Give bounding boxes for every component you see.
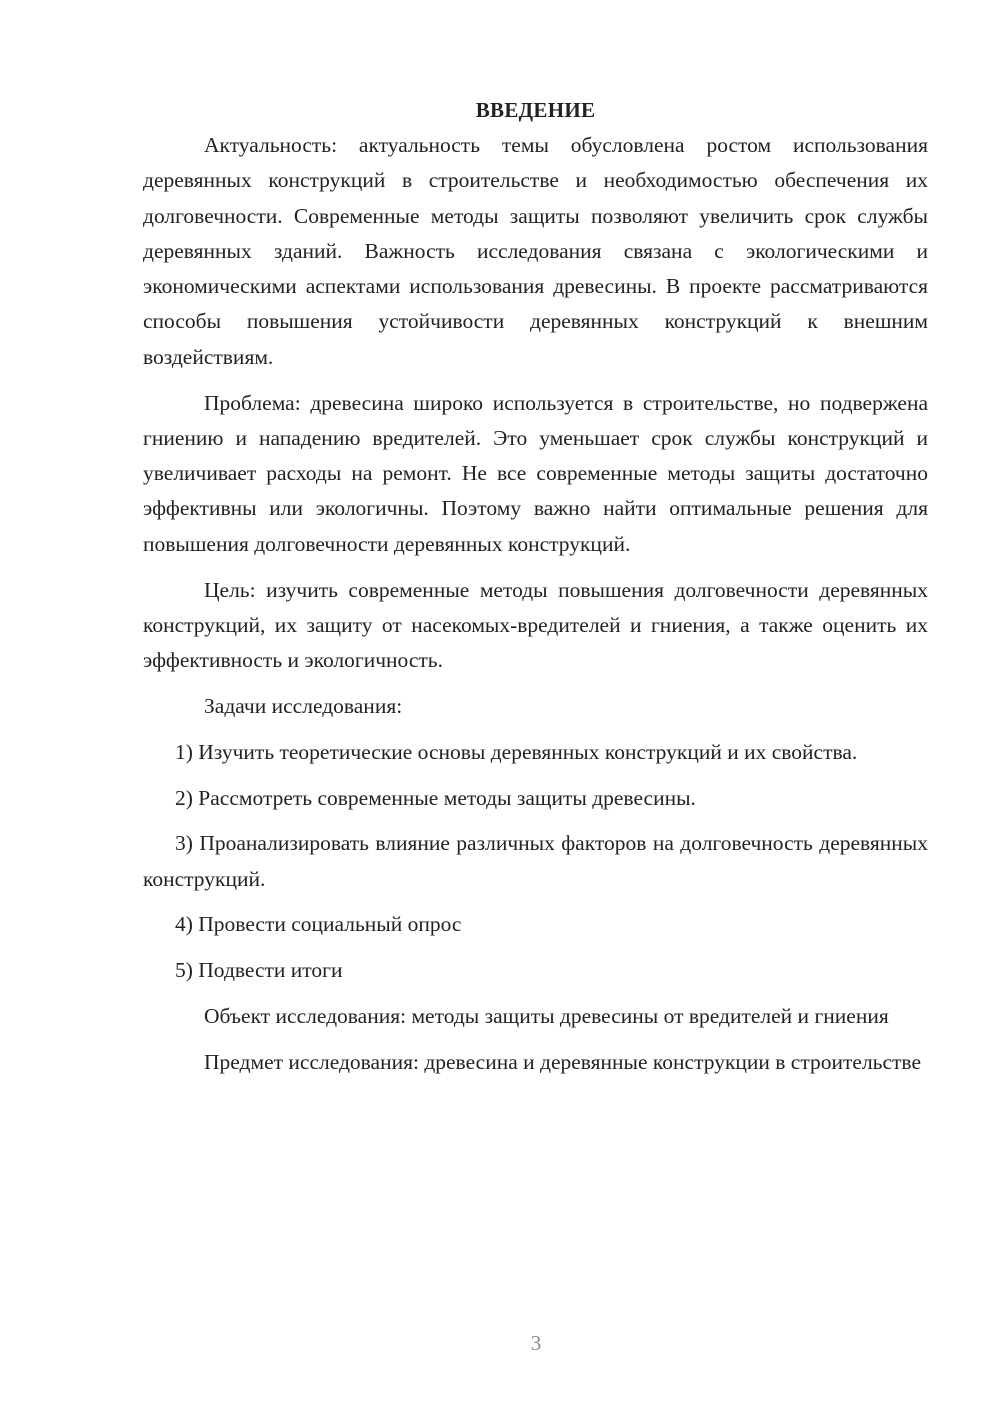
- paragraph-problem: Проблема: древесина широко используется в строительстве, но подвержена гниению и нападению вредителей. Это уменьшает срок службы конструкций и увеличивает расходы на ремонт. Не все современные методы защиты достаточно эффективны или экологичны. Поэтому важно найти оптимальные решения для повышения долговечности деревянных конструкций.: [143, 390, 928, 556]
- paragraph-subject: Предмет исследования: древесина и деревянные конструкции в строительстве: [204, 1049, 921, 1074]
- paragraph-goal: Цель: изучить современные методы повышения долговечности деревянных конструкций, их защиту от насекомых-вредителей и гниения, а также оценить их эффективность и экологичность.: [143, 577, 928, 673]
- document-page: [143, 92, 928, 1080]
- task-item-2: 2) Рассмотреть современные методы защиты древесины.: [175, 785, 696, 810]
- task-item-3: 3) Проанализировать влияние различных факторов на долговечность деревянных конструкций.: [143, 831, 928, 891]
- paragraph-object: Объект исследования: методы защиты древесины от вредителей и гниения: [204, 1004, 889, 1029]
- task-item-5: 5) Подвести итоги: [175, 958, 343, 983]
- paragraph-relevance: Актуальность: актуальность темы обусловлена ростом использования деревянных конструкций в строительстве и необходимостью обеспечения их долговечности. Современные методы защиты позволяют увеличить срок службы деревянных зданий. Важность исследования связана с экологическими и экономическими аспектами использования древесины. В проекте рассматриваются способы повышения устойчивости деревянных конструкций к внешним воздействиям.: [143, 133, 928, 369]
- tasks-heading: Задачи исследования:: [204, 693, 403, 718]
- task-item-1: 1) Изучить теоретические основы деревянных конструкций и их свойства.: [175, 739, 858, 764]
- page-number: 3: [530, 1331, 542, 1355]
- task-item-4: 4) Провести социальный опрос: [175, 912, 462, 937]
- section-title: ВВЕДЕНИЕ: [475, 98, 596, 122]
